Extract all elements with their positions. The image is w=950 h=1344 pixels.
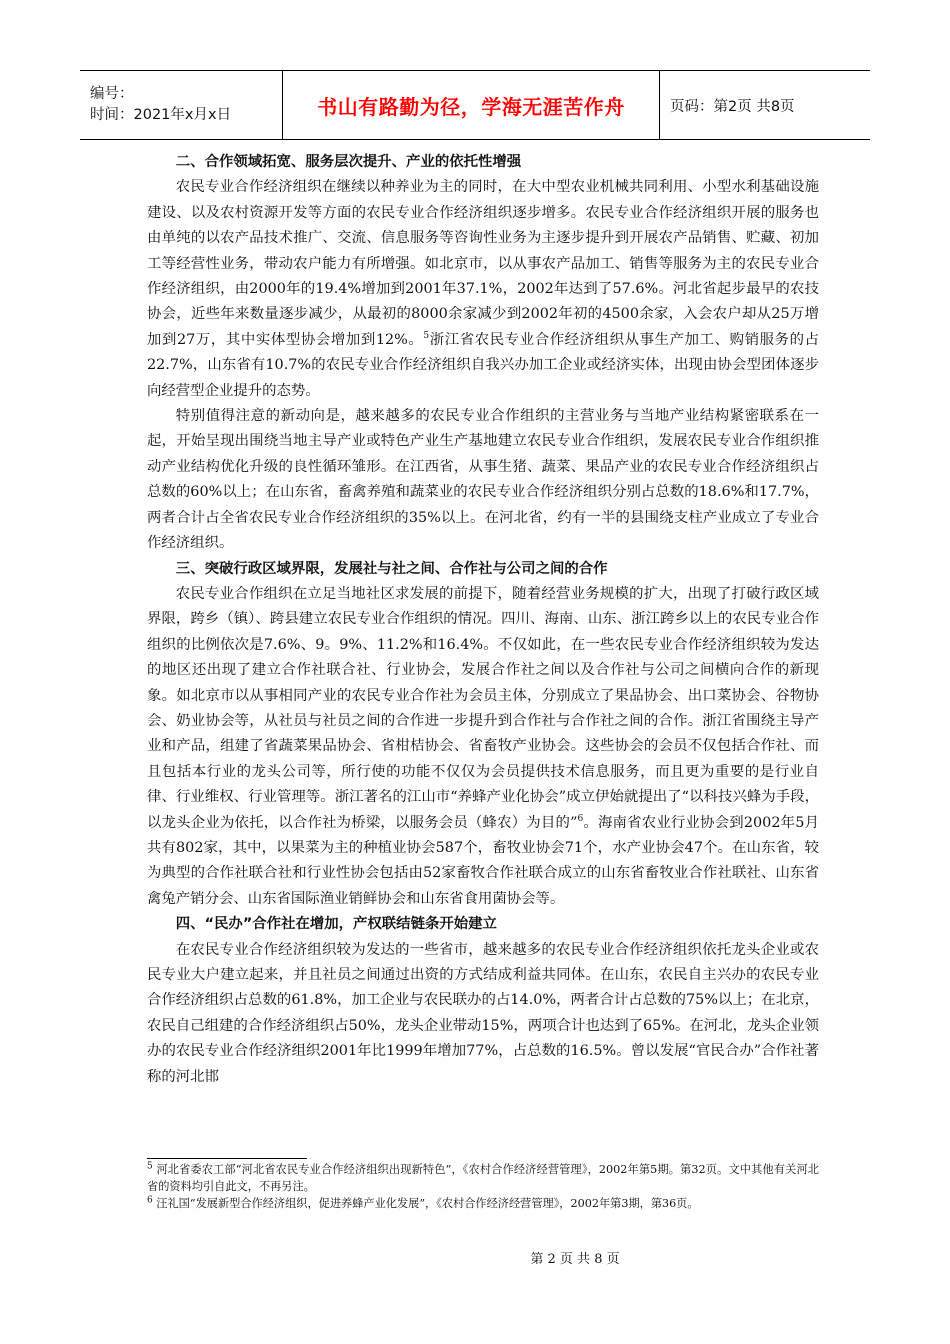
document-body (147, 150, 819, 1090)
section-heading-2: 二、合作领域拓宽、服务层次提升、产业的依托性增强 (175, 154, 522, 170)
header-page-number: 页码：第2页 共8页 (670, 98, 795, 115)
paragraph-2: 特别值得注意的新动向是，越来越多的农民专业合作组织的主营业务与当地产业结构紧密联系在一起，开始呈现出围绕当地主导产业或特色产业生产基地建立农民专业合作组织，发展农民专业合作组织推动产业结构优化升级的良性循环雏形。在江西省，从事生猪、蔬菜、果品产业的农民专业合作经济组织占总数的60%以上；在山东省，畜禽养殖和蔬菜业的农民专业合作经济组织分别占总数的18.6%和17.7%，两者合计占全省农民专业合作经济组织的35%以上。在河北省，约有一半的县围绕支柱产业成立了专业合作经济组织。 (147, 408, 819, 552)
footnote-ref-5: 5 (423, 331, 430, 342)
section-heading-3: 三、突破行政区域界限，发展社与社之间、合作社与公司之间的合作 (175, 560, 608, 577)
footer-page-number: 第 2 页 共 8 页 (530, 1252, 620, 1267)
header-page-cell (660, 71, 870, 139)
footnote-5: $^5$ 河北省委农工部“河北省农民专业合作经济组织出现新特色”，《农村合作经济经营管理》，2002年第5期。第32页。文中其他有关河北省的资料均引自此文，不再另注。 (147, 1161, 819, 1193)
page-footer (0, 1248, 950, 1267)
footnote-divider (147, 1158, 307, 1159)
header-motto-cell (283, 71, 660, 139)
footnote-6: $^6$ 汪礼国“发展新型合作经济组织，促进养蜂产业化发展”，《农村合作经济经营管理》，2002年第3期，第36页。 (147, 1195, 699, 1210)
document-number: 编号： (90, 86, 134, 102)
page-header (80, 70, 870, 140)
document-date: 时间：2021年x月x日 (90, 107, 232, 123)
header-meta (80, 71, 283, 139)
footnotes (147, 1161, 819, 1212)
motto-text: 书山有路勤为径，学海无涯苦作舟 (317, 94, 625, 119)
paragraph-3: 农民专业合作组织在立足当地社区求发展的前提下，随着经营业务规模的扩大，出现了打破行政区域界限，跨乡（镇）、跨县建立农民专业合作组织的情况。四川、海南、山东、浙江跨乡以上的农民专业合作组织的比例依次是7.6%、9。9%、11.2%和16.4%。不仅如此，在一些农民专业合作经济组织较为发达的地区还出现了建立合作社联合社、行业协会，发展合作社之间以及合作社与公司之间横向合作的新现象。如北京市以从事相同产业的农民专业合作社为会员主体，分别成立了果品协会、出口菜协会、谷物协会、奶业协会等，从社员与社员之间的合作进一步提升到合作社与合作社之间的合作。浙江省围绕主导产业和产品，组建了省蔬菜果品协会、省柑桔协会、省畜牧产业协会。这些协会的会员不仅包括合作社、而且包括本行业的龙头公司等，所行使的功能不仅仅为会员提供技术信息服务，而且更为重要的是行业自律、行业维权、行业管理等。浙江著名的江山市“养蜂产业化协会”成立伊始就提出了“以科技兴蜂为手段，以龙头企业为依托，以合作社为桥梁，以服务会员（蜂农）为目的”$^6$。海南省农业行业协会到2002年5月共有802家，其中，以果菜为主的种植业协会587个，畜牧业协会71个，水产业协会47个。在山东省，较为典型的合作社联合社和行业性协会包括由52家畜牧合作社联合成立的山东省畜牧业合作社联社、山东省禽兔产销分会、山东省国际渔业销鲜协会和山东省食用菌协会等。 (147, 585, 820, 907)
section-heading-4: 四、“民办”合作社在增加，产权联结链条开始建立 (175, 916, 497, 933)
footnote-ref-6: 6 (577, 813, 584, 824)
paragraph-4: 在农民专业合作经济组织较为发达的一些省市，越来越多的农民专业合作经济组织依托龙头企业或农民专业大户建立起来，并且社员之间通过出资的方式结成利益共同体。在山东，农民自主兴办的农民专业合作经济组织占总数的61.8%，加工企业与农民联办的占14.0%，两者合计占总数的75%以上；在北京，农民自己组建的合作经济组织占50%，龙头企业带动15%，两项合计也达到了65%。在河北，龙头企业领办的农民专业合作经济组织2001年比1999年增加77%，占总数的16.5%。曾以发展“官民合办”合作社著称的河北邯 (147, 941, 819, 1085)
paragraph-1: 农民专业合作经济组织在继续以种养业为主的同时，在大中型农业机械共同利用、小型水利基础设施建设、以及农村资源开发等方面的农民专业合作经济组织逐步增多。农民专业合作经济组织开展的服务也由单纯的以农产品技术推广、交流、信息服务等咨询性业务为主逐步提升到开展农产品销售、贮藏、初加工等经营性业务，带动农户能力有所增强。如北京市，以从事农产品加工、销售等服务为主的农民专业合作经济组织，由2000年的19.4%增加到2001年37.1%，2002年达到了57.6%。河北省起步最早的农技协会，近些年来数量逐步减少，从最初的8000余家减少到2002年初的4500余家，入会农户却从25万增加到27万，其中实体型协会增加到12%。$^5$浙江省农民专业合作经济组织从事生产加工、购销服务的占22.7%，山东省有10.7%的农民专业合作经济组织自我兴办加工企业或经济实体，出现由协会型团体逐步向经营型企业提升的态势。 (147, 179, 819, 399)
